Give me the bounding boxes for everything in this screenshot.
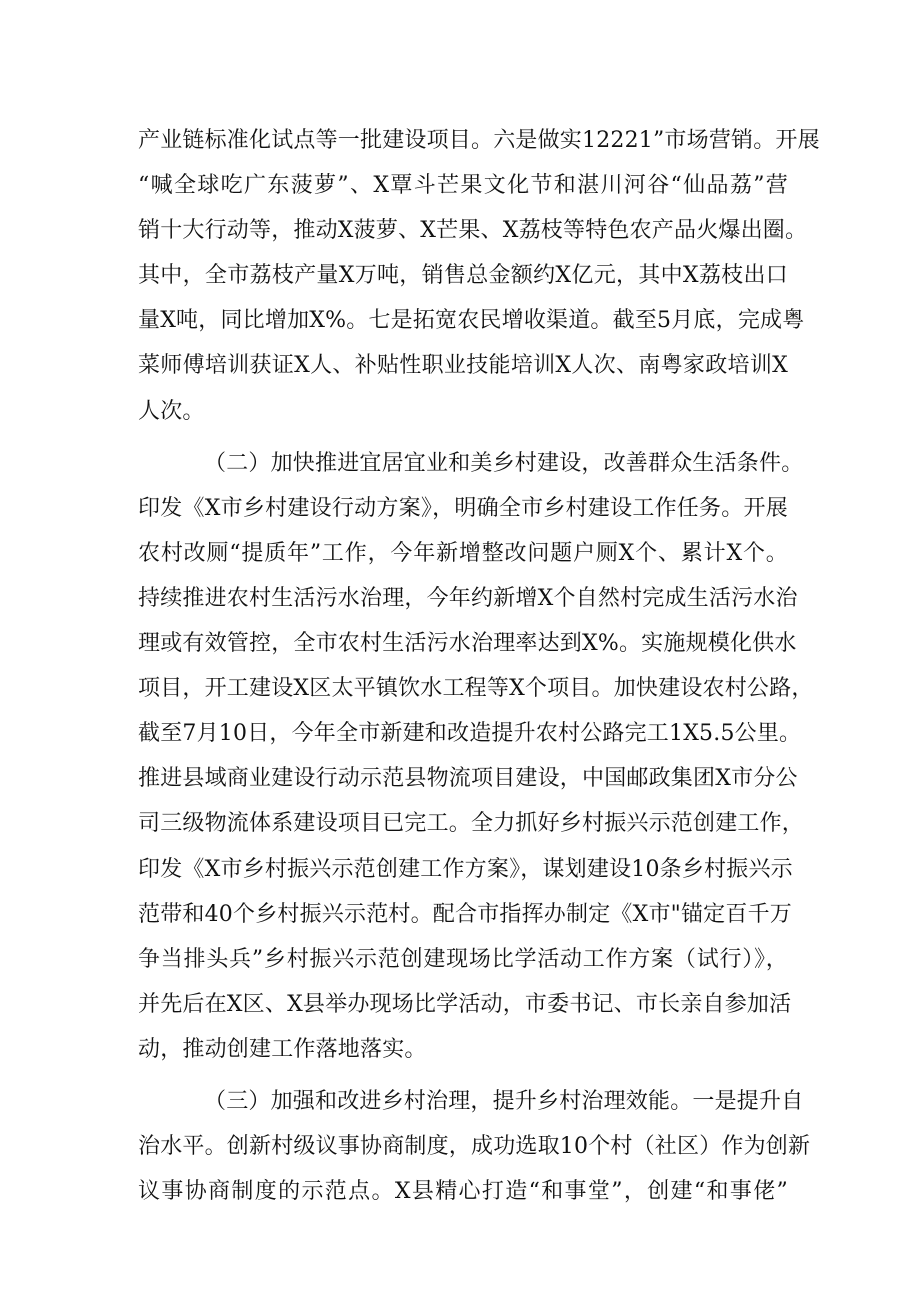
text-line: 议事协商制度的示范点。X县精心打造“和事堂”，创建“和事佬” [138,1179,788,1205]
text-line: 截至7月10日，今年全市新建和改造提升农村公路完工1X5.5公里。 [138,721,802,747]
text-line: 持续推进农村生活污水治理，今年约新增X个自然村完成生活污水治 [138,585,798,611]
paragraph [138,118,820,434]
text-line: 推进县域商业建设行动示范县物流项目建设，中国邮政集团X市分公 [138,766,798,792]
text-line: 印发《X市乡村建设行动方案》，明确全市乡村建设工作任务。开展 [138,495,788,521]
paragraph-gap [138,1072,788,1079]
text-line: 并先后在X区、X县举办现场比学活动，市委书记、市长亲自参加活 [138,991,792,1017]
text-line: 司三级物流体系建设项目已完工。全力抓好乡村振兴示范创建工作， [138,811,805,837]
text-line: 项目，开工建设X区太平镇饮水工程等X个项目。加快建设农村公路， [138,676,814,702]
text-line: 其中，全市荔枝产量X万吨，销售总金额约X亿元，其中X荔枝出口 [138,263,788,289]
text-line: 农村改厕“提质年”工作，今年新增整改问题户厕X个、累计X个。 [138,540,788,566]
text-line: “喊全球吃广东菠萝”、X覃斗芒果文化节和湛川河谷“仙品荔”营 [138,173,788,199]
paragraph [138,441,814,1072]
text-line: 量X吨，同比增加X%。七是拓宽农民增收渠道。截至5月底，完成粤 [138,308,805,334]
text-line: 争当排头兵”乡村振兴示范创建现场比学活动工作方案（试行）》， [138,946,788,972]
text-line: 菜师傅培训获证X人、补贴性职业技能培训X人次、南粤家政培训X [138,353,788,379]
section-heading-line: （三）加强和改进乡村治理，提升乡村治理效能。一是提升自 [204,1088,804,1114]
text-line: 人次。 [138,398,205,424]
paragraph [138,1079,811,1214]
document-body [138,118,820,1214]
paragraph-gap [138,434,788,441]
text-line: 销十大行动等，推动X菠萝、X芒果、X荔枝等特色农产品火爆出圈。 [138,218,808,244]
text-line: 印发《X市乡村振兴示范创建工作方案》，谋划建设10条乡村振兴示 [138,856,793,882]
text-line: 理或有效管控，全市农村生活污水治理率达到X%。实施规模化供水 [138,631,797,657]
section-heading-line: （二）加快推进宜居宜业和美乡村建设，改善群众生活条件。 [204,450,804,476]
text-line: 产业链标准化试点等一批建设项目。六是做实12221”市场营销。开展 [138,128,820,153]
text-line: 范带和40个乡村振兴示范村。配合市指挥办制定《X市"锚定百千万 [138,901,792,927]
text-line: 动，推动创建工作落地落实。 [138,1036,427,1062]
text-line: 治水平。创新村级议事协商制度，成功选取10个村（社区）作为创新 [138,1134,811,1160]
